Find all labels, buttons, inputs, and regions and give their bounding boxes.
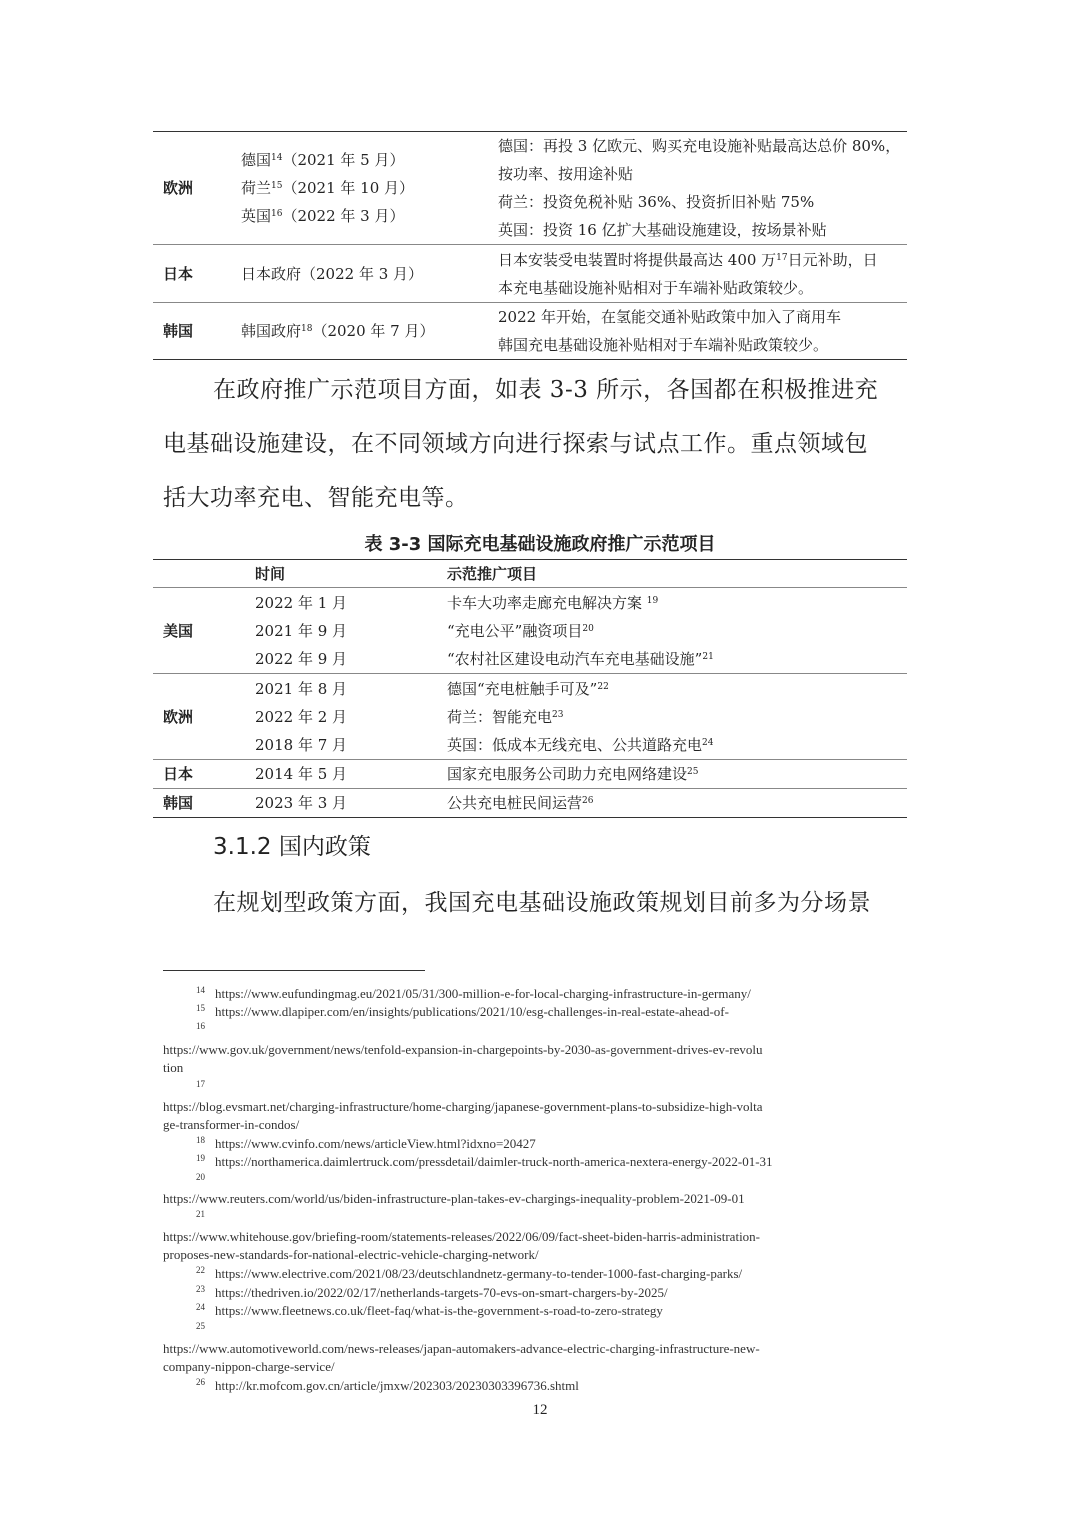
footnote-link-continued[interactable]: ge-transformer-in-condos/ xyxy=(163,1117,300,1132)
project-time: 2022 年 9 月 xyxy=(255,650,348,668)
policy-country-line: 韩国政府$^{18}$（2020 年 7 月） xyxy=(241,322,435,340)
region-label: 美国 xyxy=(163,622,194,640)
project-time: 2021 年 9 月 xyxy=(255,622,348,640)
project-name: 公共充电桩民间运营$^{26}$ xyxy=(447,794,594,812)
region-label: 韩国 xyxy=(163,322,194,340)
footnote-link-continued[interactable]: company-nippon-charge-service/ xyxy=(163,1359,335,1374)
footnote-link[interactable]: https://blog.evsmart.net/charging-infrastructure/home-charging/japanese-government-plans-to-subsidize-high-volta xyxy=(163,1099,763,1114)
policy-country-line: 英国$^{16}$（2022 年 3 月） xyxy=(241,207,405,225)
project-name: 荷兰：智能充电$^{23}$ xyxy=(447,708,564,726)
footnote-link[interactable]: https://www.eufundingmag.eu/2021/05/31/300-million-e-for-local-charging-infrastructure-in-germany/ xyxy=(215,986,751,1001)
footnote-number: 15 xyxy=(196,1003,205,1013)
policy-text: 日本安装受电装置时将提供最高达 400 万$^{17}$日元补助，日 xyxy=(498,251,878,269)
footnote-number: 23 xyxy=(196,1284,205,1294)
footnote-number: 14 xyxy=(196,985,205,995)
footnote-link[interactable]: http://kr.mofcom.gov.cn/article/jmxw/202303/20230303396736.shtml xyxy=(215,1378,579,1393)
footnote-link[interactable]: https://www.automotiveworld.com/news-releases/japan-automakers-advance-electric-charging-infrastructure-new- xyxy=(163,1341,760,1356)
footnote-number: 17 xyxy=(196,1079,205,1089)
footnote-number: 21 xyxy=(196,1209,205,1219)
project-name: 英国：低成本无线充电、公共道路充电$^{24}$ xyxy=(447,736,714,754)
policy-text: 2022 年开始，在氢能交通补贴政策中加入了商用车 xyxy=(498,308,841,326)
footnote-link[interactable]: https://www.gov.uk/government/news/tenfold-expansion-in-chargepoints-by-2030-as-government-drives-ev-revolu xyxy=(163,1042,763,1057)
body-paragraph-line: 在政府推广示范项目方面，如表 3-3 所示，各国都在积极推进充 xyxy=(213,377,879,403)
footnote-link[interactable]: https://www.electrive.com/2021/08/23/deutschlandnetz-germany-to-tender-1000-fast-charging-parks/ xyxy=(215,1266,743,1281)
body-paragraph-line: 电基础设施建设，在不同领域方向进行探索与试点工作。重点领域包 xyxy=(163,431,868,457)
footnote-link[interactable]: https://www.fleetnews.co.uk/fleet-faq/what-is-the-government-s-road-to-zero-strategy xyxy=(215,1303,663,1318)
project-time: 2022 年 2 月 xyxy=(255,708,348,726)
table-rule xyxy=(153,673,907,674)
policy-text: 按功率、按用途补贴 xyxy=(498,165,634,183)
footnote-number: 22 xyxy=(196,1265,205,1275)
project-time: 2023 年 3 月 xyxy=(255,794,348,812)
region-label: 欧洲 xyxy=(163,179,194,197)
footnote-link[interactable]: https://www.dlapiper.com/en/insights/publications/2021/10/esg-challenges-in-real-estate-ahead-of- xyxy=(215,1004,729,1019)
region-label: 欧洲 xyxy=(163,708,194,726)
body-paragraph-line: 括大功率充电、智能充电等。 xyxy=(163,485,469,511)
policy-text: 英国：投资 16 亿扩大基础设施建设，按场景补贴 xyxy=(498,221,827,239)
policy-text: 本充电基础设施补贴相对于车端补贴政策较少。 xyxy=(498,279,814,297)
project-time: 2022 年 1 月 xyxy=(255,594,348,612)
project-name: “农村社区建设电动汽车充电基础设施”$^{21}$ xyxy=(447,650,714,668)
footnote-link[interactable]: https://www.cvinfo.com/news/articleView.html?idxno=20427 xyxy=(215,1136,536,1151)
project-name: “充电公平”融资项目$^{20}$ xyxy=(447,622,594,640)
region-label: 韩国 xyxy=(163,794,194,812)
footnote-link[interactable]: https://northamerica.daimlertruck.com/pressdetail/daimler-truck-north-america-nextera-energy-2022-01-31 xyxy=(215,1154,773,1169)
project-time: 2018 年 7 月 xyxy=(255,736,348,754)
column-header-project: 示范推广项目 xyxy=(447,565,538,583)
section-heading: 3.1.2 国内政策 xyxy=(213,834,371,860)
policy-country-line: 荷兰$^{15}$（2021 年 10 月） xyxy=(241,179,415,197)
footnote-number: 20 xyxy=(196,1172,205,1182)
project-time: 2014 年 5 月 xyxy=(255,765,348,783)
policy-text: 德国：再投 3 亿欧元、购买充电设施补贴最高达总价 80%， xyxy=(498,137,901,155)
project-name: 国家充电服务公司助力充电网络建设$^{25}$ xyxy=(447,765,699,783)
footnote-link-continued[interactable]: proposes-new-standards-for-national-electric-vehicle-charging-network/ xyxy=(163,1247,539,1262)
page-number: 12 xyxy=(532,1402,548,1418)
footnote-link[interactable]: https://www.reuters.com/world/us/biden-infrastructure-plan-takes-ev-chargings-inequality-problem-2021-09-01 xyxy=(163,1191,745,1206)
footnote-number: 16 xyxy=(196,1021,205,1031)
project-name: 德国“充电桩触手可及”$^{22}$ xyxy=(447,680,609,698)
body-paragraph-line: 在规划型政策方面，我国充电基础设施政策规划目前多为分场景 xyxy=(213,890,871,916)
footnote-link-continued[interactable]: tion xyxy=(163,1060,184,1075)
table-rule xyxy=(153,359,907,360)
policy-country-line: 日本政府（2022 年 3 月） xyxy=(241,265,424,283)
footnote-number: 18 xyxy=(196,1135,205,1145)
region-label: 日本 xyxy=(163,265,194,283)
policy-text: 韩国充电基础设施补贴相对于车端补贴政策较少。 xyxy=(498,336,829,354)
column-header-time: 时间 xyxy=(255,565,286,583)
region-label: 日本 xyxy=(163,765,194,783)
policy-country-line: 德国$^{14}$（2021 年 5 月） xyxy=(241,151,405,169)
project-time: 2021 年 8 月 xyxy=(255,680,348,698)
table-rule xyxy=(153,817,907,818)
table-caption: 表 3-3 国际充电基础设施政府推广示范项目 xyxy=(364,534,716,555)
policy-text: 荷兰：投资免税补贴 36%、投资折旧补贴 75% xyxy=(498,193,815,211)
footnote-link[interactable]: https://www.whitehouse.gov/briefing-room/statements-releases/2022/06/09/fact-sheet-biden-harris-administration- xyxy=(163,1229,761,1244)
footnote-number: 25 xyxy=(196,1321,205,1331)
footnote-number: 24 xyxy=(196,1302,205,1312)
footnote-link[interactable]: https://thedriven.io/2022/02/17/netherlands-targets-70-evs-on-smart-chargers-by-2025/ xyxy=(215,1285,668,1300)
footnote-number: 19 xyxy=(196,1153,205,1163)
footnote-number: 26 xyxy=(196,1377,205,1387)
project-name: 卡车大功率走廊充电解决方案 $^{19}$ xyxy=(447,594,659,612)
footnote-separator xyxy=(163,970,425,971)
table-rule xyxy=(153,244,907,245)
